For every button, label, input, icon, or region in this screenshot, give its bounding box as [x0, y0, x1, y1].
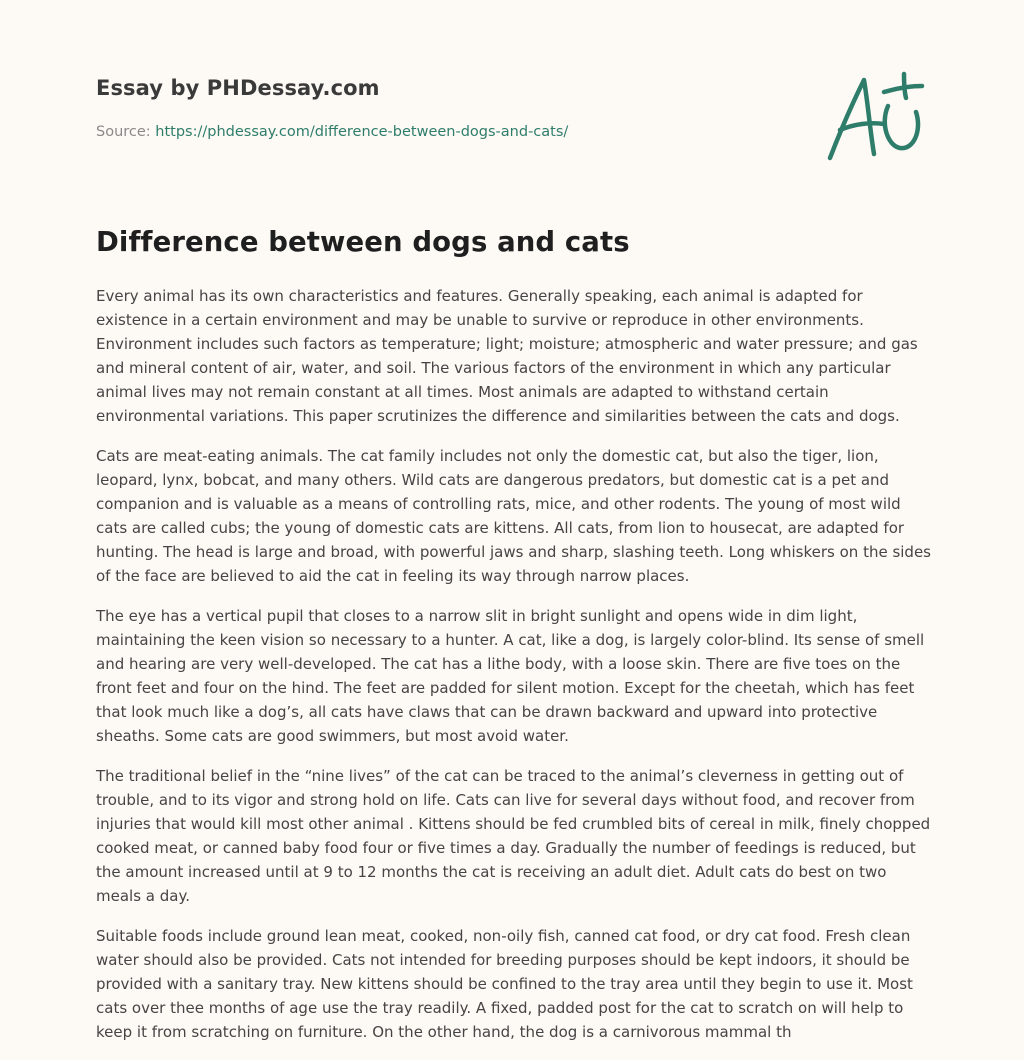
essay-paragraph: Cats are meat-eating animals. The cat family includes not only the domestic cat, but also the tiger, lion, leopard, lynx, bobcat, and many others. Wild cats are dangerous predators, but domestic cat is a pet and companion and is valuable as a means of controlling rats, mice, and other rodents. The young of most wild cats are called cubs; the young of domestic cats are kittens. All cats, from lion to housecat, are adapted for hunting. The head is large and broad, with powerful jaws and sharp, slashing teeth. Long whiskers on the sides of the face are believed to aid the cat in feeling its way through narrow places. — [96, 447, 931, 585]
brand-title: Essay by PHDessay.com — [96, 76, 380, 100]
essay-paragraph: The eye has a vertical pupil that closes to a narrow slit in bright sunlight and opens wide in dim light, maintaining the keen vision so necessary to a hunter. A cat, like a dog, is largely color-blind. Its sense of smell and hearing are very well-developed. The cat has a lithe body, with a loose skin. There are five toes on the front feet and four on the hind. The feet are padded for silent motion. Except for the cheetah, which has feet that look much like a dog’s, all cats have claws that can be drawn backward and upward into protective sheaths. Some cats are good swimmers, but most avoid water. — [96, 607, 925, 745]
source-label: Source: — [96, 124, 156, 140]
source-link[interactable]: https://phdessay.com/difference-between-dogs-and-cats/ — [155, 124, 569, 140]
essay-title: Difference between dogs and cats — [96, 226, 630, 258]
a-plus-logo-icon — [824, 68, 928, 168]
source-line — [96, 124, 568, 140]
essay-paragraph: The traditional belief in the “nine lives” of the cat can be traced to the animal’s cleverness in getting out of trouble, and to its vigor and strong hold on life. Cats can live for several days without food, and recover from injuries that would kill most other animal . Kittens should be fed crumbled bits of cereal in milk, finely chopped cooked meat, or canned baby food four or five times a day. Gradually the number of feedings is reduced, but the amount increased until at 9 to 12 months the cat is receiving an adult diet. Adult cats do best on two meals a day. — [96, 767, 931, 905]
page — [96, 0, 932, 1041]
essay-body — [96, 284, 932, 1060]
essay-paragraph: Suitable foods include ground lean meat, cooked, non-oily fish, canned cat food, or dry cat food. Fresh clean water should also be provided. Cats not intended for breeding purposes should be kept indoors, it should be provided with a sanitary tray. New kittens should be confined to the tray area until they begin to use it. Most cats over thee months of age use the tray readily. A fixed, padded post for the cat to scratch on will help to keep it from scratching on furniture. On the other hand, the dog is a carnivorous mammal th — [96, 927, 913, 1041]
header — [96, 0, 932, 200]
essay-paragraph: Every animal has its own characteristics and features. Generally speaking, each animal is adapted for existence in a certain environment and may be unable to survive or reproduce in other environments. Environment includes such factors as temperature; light; moisture; atmospheric and water pressure; and gas and mineral content of air, water, and soil. The various factors of the environment in which any particular animal lives may not remain constant at all times. Most animals are adapted to withstand certain environmental variations. This paper scrutinizes the difference and similarities between the cats and dogs. — [96, 287, 918, 425]
